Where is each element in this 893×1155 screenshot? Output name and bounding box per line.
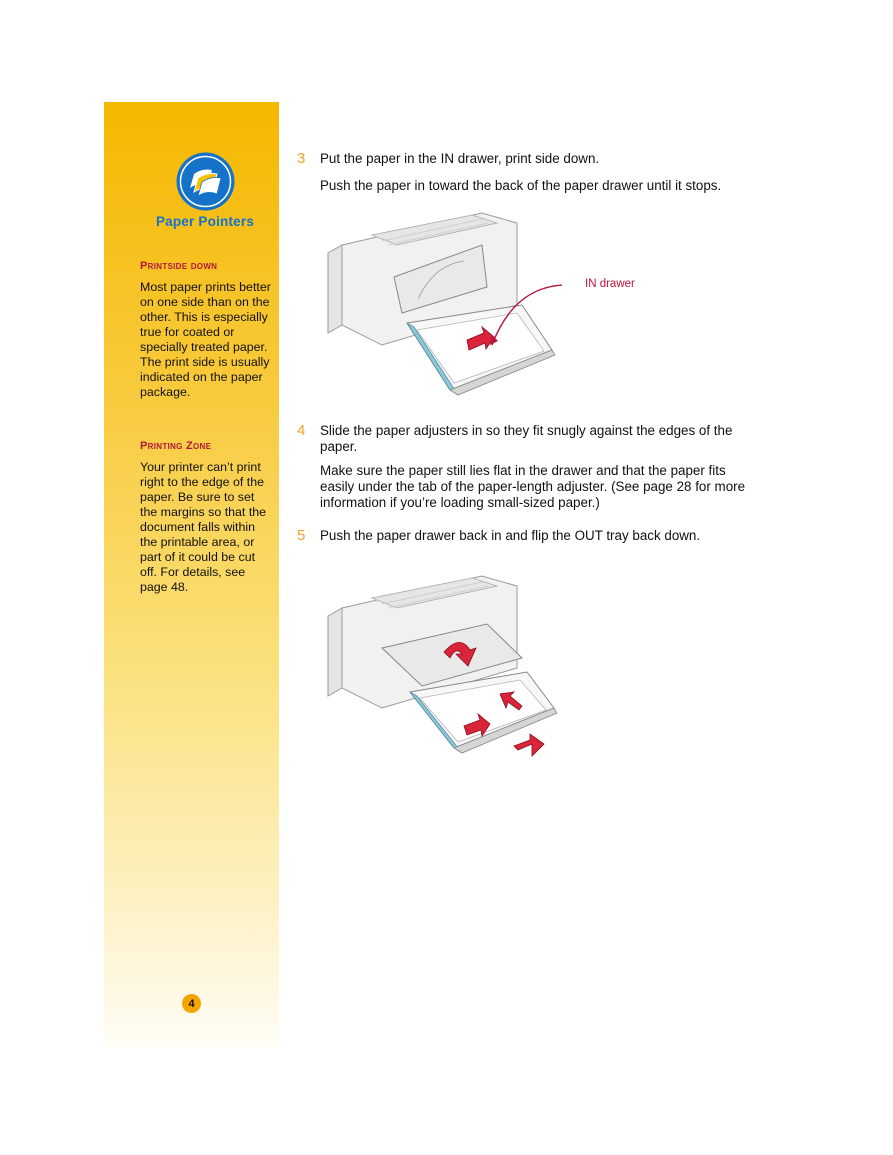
push-in-arrow-icon xyxy=(514,734,544,756)
tip-body-printing-zone: Your printer can’t print right to the edge of the paper. Be sure to set the margins so that the document falls within the printable area, or part of it could be cut off. For details, see page 48. xyxy=(140,460,267,594)
tip-heading-printside: Printside down xyxy=(140,260,218,272)
step-3-text: Put the paper in the IN drawer, print side down. xyxy=(320,151,600,166)
paper-pointers-icon xyxy=(176,152,235,211)
step-5-text: Push the paper drawer back in and flip the OUT tray back down. xyxy=(320,528,701,543)
page-number-badge: 4 xyxy=(182,994,201,1013)
printer-close-drawer-illustration xyxy=(322,568,562,763)
step-number-4: 4 xyxy=(297,422,306,439)
sidebar-title: Paper Pointers xyxy=(155,214,255,229)
printer-in-drawer-illustration xyxy=(322,205,562,400)
step-3-detail: Push the paper in toward the back of the paper drawer until it stops. xyxy=(320,178,722,193)
step-4-text: Slide the paper adjusters in so they fit snugly against the edges of the paper. xyxy=(320,423,733,454)
step-number-5: 5 xyxy=(297,527,306,544)
tip-heading-printing-zone: Printing Zone xyxy=(140,440,212,452)
in-drawer-callout: IN drawer xyxy=(585,278,635,290)
tip-body-printside: Most paper prints better on one side than on the other. This is especially true for coated or specially treated paper. The print side is usually indicated on the paper package. xyxy=(140,280,271,399)
step-4-detail: Make sure the paper still lies flat in the drawer and that the paper fits easily under the tab of the paper-length adjuster. (See page 28 for more information if you’re loading small-sized paper.) xyxy=(320,463,746,510)
step-number-3: 3 xyxy=(297,150,306,167)
